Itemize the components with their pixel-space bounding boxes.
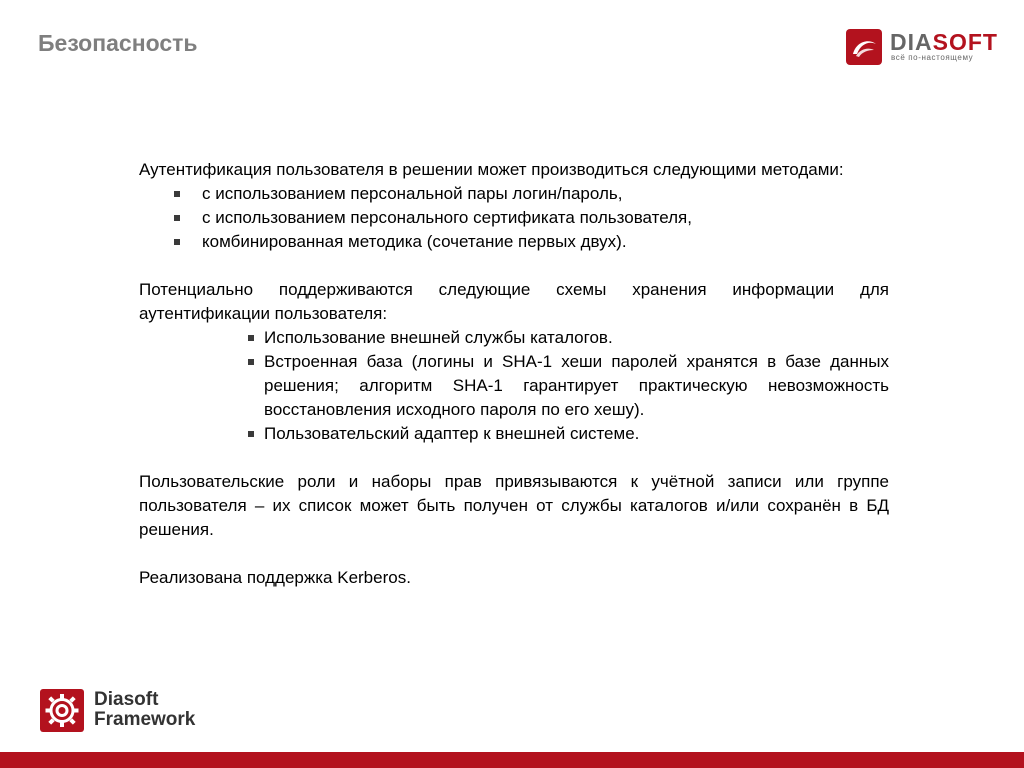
square-bullet-icon	[174, 215, 180, 221]
list-item-text: Встроенная база (логины и SHA-1 хеши паролей хранятся в базе данных решения; алгоритм SHA-1 гарантирует практическую невозможность восстановления исходного пароля по его хешу).	[264, 352, 889, 419]
framework-name-line1: Diasoft	[94, 689, 159, 710]
list-item	[139, 206, 889, 230]
kerberos-paragraph: Реализована поддержка Kerberos.	[139, 568, 411, 587]
storage-schemes-intro: Потенциально поддерживаются следующие схемы хранения информации для аутентификации пользователя:	[139, 280, 889, 323]
list-item	[139, 230, 889, 254]
diasoft-wordmark	[890, 30, 998, 54]
diasoft-logo	[846, 28, 1006, 68]
list-item	[139, 422, 889, 446]
logo-tagline: всё по-настоящему	[891, 53, 974, 62]
roles-paragraph: Пользовательские роли и наборы прав привязываются к учётной записи или группе пользователя – их список может быть получен от службы каталогов и/или сохранён в БД решения.	[139, 472, 889, 539]
auth-methods-list	[139, 182, 889, 254]
square-bullet-icon	[174, 191, 180, 197]
slide-content	[139, 158, 889, 590]
square-bullet-icon	[174, 239, 180, 245]
wordmark-dia: DIA	[890, 29, 933, 55]
framework-name-line2: Framework	[94, 709, 196, 730]
list-item-text: с использованием персональной пары логин/пароль,	[202, 184, 623, 203]
auth-methods-intro: Аутентификация пользователя в решении может производиться следующими методами:	[139, 160, 844, 179]
list-item-text: Пользовательский адаптер к внешней системе.	[264, 424, 640, 443]
square-bullet-icon	[248, 359, 254, 365]
wordmark-soft: SOFT	[932, 29, 998, 55]
list-item	[139, 182, 889, 206]
list-item-text: Использование внешней службы каталогов.	[264, 328, 613, 347]
list-item-text: с использованием персонального сертификата пользователя,	[202, 208, 692, 227]
diasoft-framework-logo	[40, 689, 220, 733]
gear-icon	[40, 689, 84, 732]
storage-schemes-list	[139, 326, 889, 446]
slide-title: Безопасность	[38, 30, 198, 56]
square-bullet-icon	[248, 335, 254, 341]
square-bullet-icon	[248, 431, 254, 437]
footer-accent-bar	[0, 752, 1024, 768]
framework-name	[94, 690, 195, 730]
list-item-text: комбинированная методика (сочетание первых двух).	[202, 232, 627, 251]
list-item	[139, 350, 889, 422]
diasoft-wing-icon	[846, 29, 882, 65]
list-item	[139, 326, 889, 350]
